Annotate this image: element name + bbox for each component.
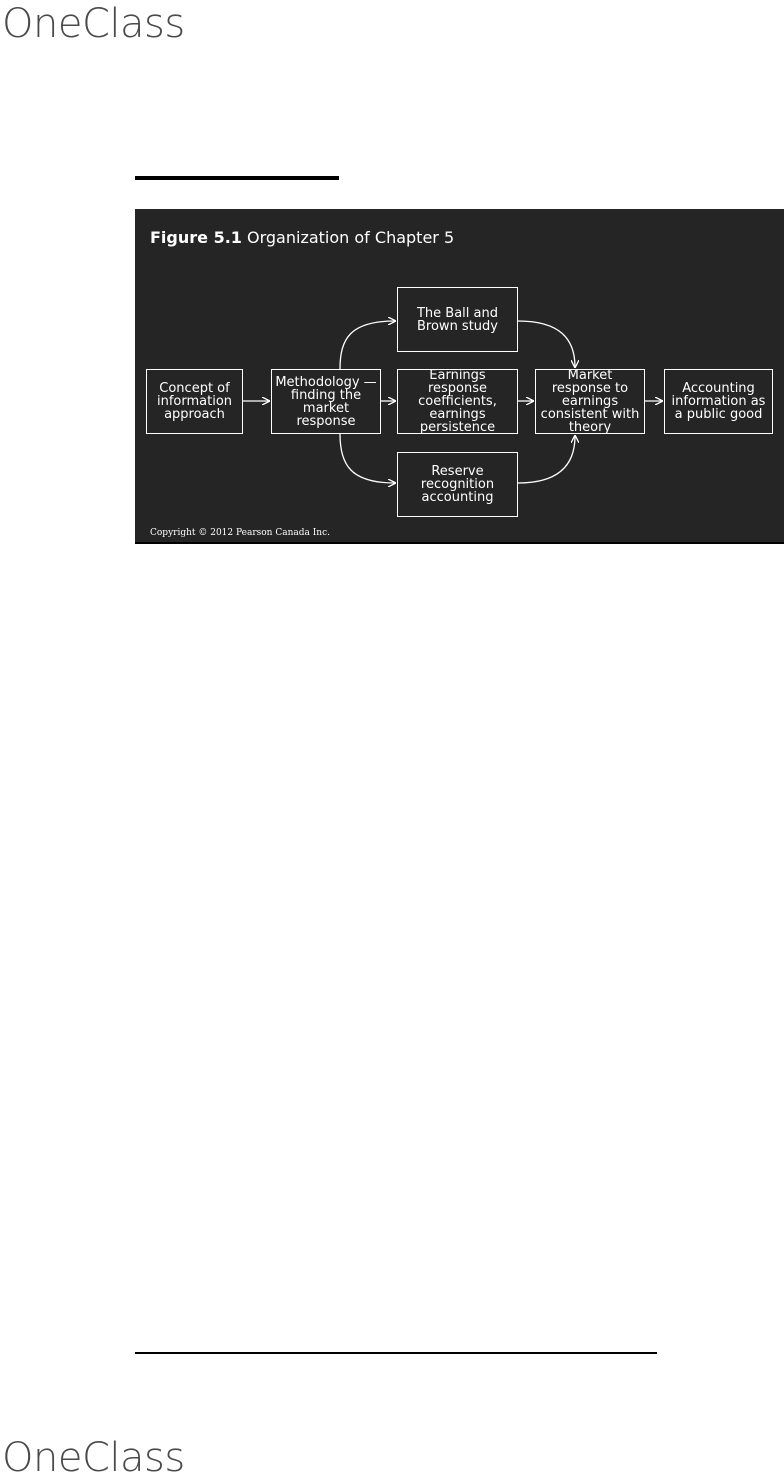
header-rule	[135, 176, 339, 180]
box-label: Accounting information as a public good	[671, 381, 766, 422]
box-label: Methodology — finding the market response	[275, 374, 377, 429]
footer-rule	[135, 1352, 657, 1354]
logo-text: OneClass	[2, 1435, 185, 1481]
box-methodology	[271, 369, 381, 434]
arrow-method-to-ball	[340, 321, 395, 369]
box-ball-and-brown-study	[397, 287, 518, 352]
figure-copyright: Copyright © 2012 Pearson Canada Inc.	[150, 528, 330, 538]
box-earnings-response-coefficients	[397, 369, 518, 434]
figure-title-number: Figure 5.1	[150, 228, 242, 247]
box-market-response	[535, 369, 645, 434]
box-reserve-recognition-accounting	[397, 452, 518, 517]
logo-text: OneClass	[2, 1, 185, 47]
box-label: Concept of information approach	[156, 381, 233, 422]
oneclass-logo-top	[2, 1, 185, 47]
box-label: Earnings response coefficients, earnings persistence	[418, 368, 497, 435]
box-label: Market response to earnings consistent with theory	[540, 368, 640, 435]
box-label: The Ball and Brown study	[416, 305, 498, 334]
arrow-reserve-to-market	[518, 436, 575, 483]
arrow-ball-to-market	[518, 321, 575, 367]
box-accounting-public-good	[664, 369, 773, 434]
arrow-method-to-reserve	[340, 434, 395, 483]
box-label: Reserve recognition accounting	[420, 464, 495, 505]
figure-title-text: Organization of Chapter 5	[241, 228, 455, 247]
figure-5-1	[135, 209, 784, 542]
box-concept-information-approach	[146, 369, 243, 434]
figure-underline	[135, 542, 784, 544]
oneclass-logo-bottom	[2, 1435, 185, 1481]
